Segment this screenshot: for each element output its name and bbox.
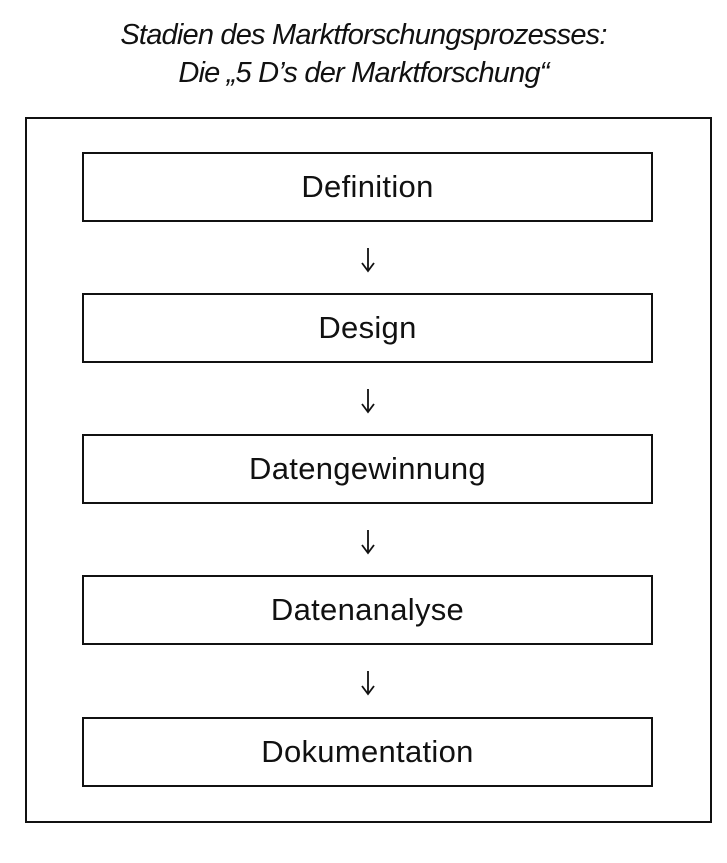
stage-box-datengewinnung: Datengewinnung [82,434,653,504]
stage-box-datenanalyse: Datenanalyse [82,575,653,645]
down-arrow-icon [356,529,380,555]
stage-box-dokumentation: Dokumentation [82,717,653,787]
diagram-title-line-2: Die „5 D’s der Marktforschung“ [178,57,549,89]
stage-box-design: Design [82,293,653,363]
down-arrow-icon [356,388,380,414]
diagram-title-line-1: Stadien des Marktforschungsprozesses: [120,19,607,51]
down-arrow-icon [356,247,380,273]
stage-box-definition: Definition [82,152,653,222]
down-arrow-icon [356,670,380,696]
